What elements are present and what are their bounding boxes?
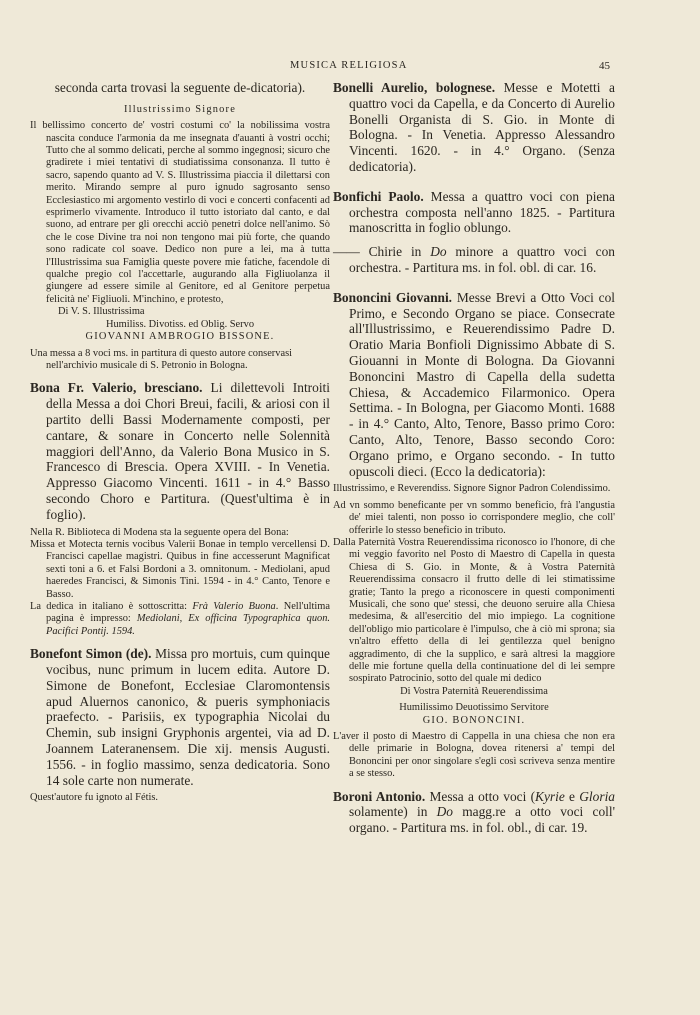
- entry-bononcini-heading: Bononcini Giovanni.: [333, 289, 453, 305]
- bononcini-dedication-2: Dalla Paternità Vostra Reuerendissima riconosco io l'honore, di che mi veggio favorito nel Posto di Maestro di Capella in questa Chiesa di S. Gio. in Monte, & à Vostra Paternità Reuerendissima consacro il frutto delle di lei stimatissime gratie; Tanto la prego a riconoscere in questi componimenti Musicali, che sono que' stessi, che deuono seruire alla Chiesa medesima, & all'esercitio del mio impiego. La cognitione dell'obligo mio particolare è l'impulso, che à ciò mi sprona; sia vn'altro effetto della di lei gentilezza quel benigno aggradimento, di che la supplico, e sarà altresi la maggiore delle mie fortune quella della continuatione del di lei sempre sospirato Patrocinio, sotto del quale mi dedico: [333, 536, 615, 685]
- entry-bonfichi-body: Messa a quattro voci con piena orchestra composta nell'anno 1825. - Partitura manoscritta in foglio oblungo.: [349, 188, 615, 236]
- chirie-key: Do: [430, 244, 447, 260]
- running-title: MUSICA RELIGIOSA: [290, 60, 408, 71]
- bononcini-closing: Di Vostra Paternità Reuerendissima: [400, 685, 548, 697]
- chirie-text-2: minore a quattro voci con orchestra. - Partitura ms. in fol. obl. di car. 16.: [349, 244, 615, 275]
- entry-bonefont: [30, 646, 330, 788]
- boroni-gloria: Gloria: [579, 788, 615, 804]
- entry-bonelli-body: Messe e Motetti a quattro voci da Capella, e da Concerto di Aurelio Bonelli Organista di S. Gio. in Monte di Bologna. - In Venetia. Appresso Alessandro Vincenti. 1620. - in 4.° Organo. (Senza dedicatoria).: [349, 80, 615, 174]
- bonefont-note: Quest'autore fu ignoto al Fétis.: [30, 792, 158, 804]
- entry-boroni: [333, 789, 615, 836]
- bononcini-salutation: Illustrissimo, e Reverendiss. Signore Signor Padron Colendissimo.: [333, 483, 611, 495]
- entry-bonfichi: [333, 189, 615, 236]
- boroni-text-2: e: [564, 788, 580, 804]
- page-number: 45: [599, 60, 610, 72]
- bononcini-dedication-1: Ad vn sommo beneficante per vn sommo beneficio, frà l'angustia de' miei talenti, non posso io corrispondere meglio, che coll' offerirle lo stesso beneficio in tributo.: [333, 499, 615, 536]
- entry-bonefont-heading: Bonefont Simon (de).: [30, 646, 152, 662]
- chirie-text-1: —— Chirie in: [333, 244, 431, 260]
- boroni-key: Do: [436, 804, 454, 820]
- entry-bonelli-heading: Bonelli Aurelio, bolognese.: [333, 80, 496, 95]
- entry-bona-body: Li dilettevoli Introiti della Messa a doi Chori Breui, facili, & ariosi con il partito delli Bassi Modernamente composti, per cantare, & sonare in Concerto nelle Solennità maggiori dell'Anno, da Valerio Bona Musico in S. Francesco di Brescia. Opera XVIII. - In Venetia. Appresso Giacomo Vincenti. 1611 - in 4.° Basso secondo Choro e Partitura. (Quest'ultima è in foglio).: [46, 380, 330, 522]
- bona-dedica-name: Frà Valerio Buona: [192, 600, 276, 612]
- letter-closing: Di V. S. Illustrissima: [58, 306, 145, 318]
- boroni-text-4: magg.re a otto voci coll' organo. - Partitura ms. in fol. obl., di car. 19.: [349, 804, 616, 836]
- entry-bonfichi-chirie: [333, 244, 615, 276]
- letter-signoff: Humiliss. Divotiss. ed Oblig. Servo: [105, 318, 255, 330]
- boroni-kyrie: Kyrie: [535, 788, 565, 804]
- dedication-intro: seconda carta trovasi la seguente de-dicatoria).: [54, 80, 306, 95]
- bona-note-modena: Nella R. Biblioteca di Modena sta la seguente opera del Bona:: [30, 526, 289, 538]
- boroni-text-3: solamente) in: [349, 804, 437, 820]
- right-column: [333, 80, 615, 836]
- letter-salutation: Illustrissimo Signore: [123, 103, 237, 115]
- letter-signature: GIOVANNI AMBROGIO BISSONE.: [85, 331, 275, 343]
- entry-bononcini-body: Messe Brevi a Otto Voci col Primo, e Secondo Organo se piace. Consecrate all'Illustrissimo, e Reuerendissimo Padre D. Oratio Maria Bonfioli Dignissimo Abbate di S. Giouanni in Monte di Bologna. Da Giovanni Bononcini Mastro di Capella della sudetta Chiesa, & Accademico Filarmonico. Opera Settima. - In Bologna, per Giacomo Monti. 1688 - in 4.° Canto, Alto, Tenore, Basso primo Coro: Canto, Alto, Tenore, Basso secondo Coro: Organo primo, e Organo secondo. - In tutto opuscoli dieci. (Ecco la dedicatoria):: [349, 289, 615, 479]
- bona-dedica-mid: . Nell'ultima pagina è impresso:: [46, 600, 330, 625]
- entry-bonelli: [333, 80, 615, 175]
- bononcini-servant: Humilissimo Deuotissimo Servitore: [399, 702, 549, 714]
- entry-bona-heading: Bona Fr. Valerio, bresciano.: [30, 380, 203, 396]
- entry-bonefont-body: Missa pro mortuis, cum quinque vocibus, nunc primum in lucem edita. Autore D. Simone de Bonefont, Ecclesiae Claromontensis apud Aluernos canonico, & pueris symphoniacis praefecto. - Parisiis, ex typographia Nicolai du Chemin, sub insigni Gryphonis argentei, via ad D. Joannem Lateranensem. Die xij. mensis Augusti. 1556. - in foglio massimo, senza dedicatoria. Sono 14 sole carte non numerate.: [46, 646, 330, 788]
- entry-bonfichi-heading: Bonfichi Paolo.: [333, 188, 424, 204]
- bissone-note: Una messa a 8 voci ms. in partitura di questo autore conservasi nell'archivio musicale di S. Petronio in Bologna.: [30, 347, 293, 371]
- entry-bona: [30, 380, 330, 522]
- dedication-letter: Il bellissimo concerto de' vostri costumi co' la nobilissima vostra nascita conduce l'armonia da me insegnata d'auanti à vostri occhi; Tutto che al sommo delicati, perche al sommo ingegnosi; sicuro che gradirete i miei tentativi di studiatissima consonanza. Il tutto è sacro, sapendo quanto ad V. S. Illustrissima piaccia il dilettarsi con merito. Mirando sempre al puro ignudo sagrosanto senso Ecclesiastico mi argomento vestirlo di voci e concerti confacenti ad esprimerlo vivamente. Introduco il tutto istoriato dal canto, e dal suono, ad entrare per gli orecchi acciò penetri dolce nell'animo. Sò che le cose Divine tra noi non tengono mai più forte, che quando sono radicate col soave. Dedico non pure a lei, ma à tutta l'Illustrissima sua Famiglia queste povere mie fatiche, facendole di qualche pregio col l'accettarle, augurando alla Figliuolanza il giungere ad essere simile al Genitore, ed al Genitore perpetua felicità ne' Figliuoli. M'inchino, e protesto,: [30, 120, 330, 305]
- bononcini-signature: GIO. BONONCINI.: [422, 714, 526, 726]
- bona-dedica-note: [30, 601, 330, 638]
- entry-boroni-heading: Boroni Antonio.: [333, 788, 426, 804]
- bona-dedica-text: La dedica in italiano è sottoscritta:: [30, 600, 193, 612]
- running-head: [0, 60, 700, 76]
- entry-bononcini: [333, 290, 615, 480]
- boroni-text-1: Messa a otto voci (: [429, 788, 536, 804]
- left-column: [30, 80, 330, 805]
- bona-missa: Missa et Motecta ternis vocibus Valerii Bonae in templo vercellensi D. Francisci capellae magistri. Quibus in fine accesserunt Magnificat sexti toni a 6. et Falsi Bordoni a 3. omnitonum. - Mediolani, apud haeredes Francisci, & Simonis Tini. 1594 - in 4.° Canto, Tenore e Basso.: [30, 538, 330, 600]
- bona-dedica-imprint: Mediolani, Ex officina Typographica quon. Pacifici Pontij. 1594.: [46, 613, 330, 637]
- bononcini-note: L'aver il posto di Maestro di Cappella in una chiesa che non era delle primarie in Bologna, dovea ritenersi a' tempi del Bononcini per onor singolare s'egli così scriveva senza mentire a se stesso.: [333, 731, 615, 780]
